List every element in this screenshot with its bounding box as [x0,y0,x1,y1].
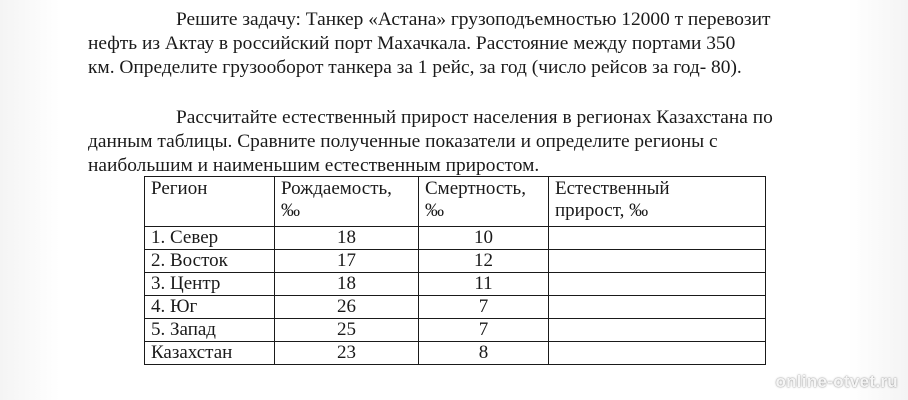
cell-death: 10 [419,227,549,250]
cell-birth: 26 [275,296,419,319]
header-birth-rate: Рождаемость, ‰ [275,177,419,227]
cell-natural [549,342,766,365]
cell-region: 4. Юг [145,296,275,319]
task-1-line: Решите задачу: Танкер «Астана» грузоподъемностью 12000 т перевозит [176,9,771,30]
table-row [145,296,766,319]
cell-region: 1. Север [145,227,275,250]
table-header-row [145,177,766,227]
task-2-line: данным таблицы. Сравните полученные показатели и определите регионы с [88,131,718,152]
task-2-line: наибольшим и наименьшим естественным приростом. [88,155,540,176]
cell-region: Казахстан [145,342,275,365]
cell-death: 12 [419,250,549,273]
cell-birth: 23 [275,342,419,365]
task-1-line: км. Определите грузооборот танкера за 1 рейс, за год (число рейсов за год- 80). [88,57,742,78]
cell-natural [549,296,766,319]
table-row [145,273,766,296]
cell-birth: 25 [275,319,419,342]
cell-birth: 17 [275,250,419,273]
cell-death: 7 [419,319,549,342]
cell-region: 2. Восток [145,250,275,273]
task-2-paragraph [88,106,830,178]
cell-death: 11 [419,273,549,296]
cell-birth: 18 [275,273,419,296]
cell-death: 8 [419,342,549,365]
cell-natural [549,250,766,273]
cell-region: 3. Центр [145,273,275,296]
task-1-line: нефть из Актау в российский порт Махачкала. Расстояние между портами 350 [88,33,736,54]
table-row [145,342,766,365]
header-region: Регион [145,177,275,227]
cell-birth: 18 [275,227,419,250]
table-row [145,319,766,342]
table-row [145,227,766,250]
task-2-line: Рассчитайте естественный прирост населения в регионах Казахстана по [176,107,773,128]
birth-death-table [144,176,766,365]
cell-death: 7 [419,296,549,319]
table-row [145,250,766,273]
cell-natural [549,273,766,296]
header-death-rate: Смертность, ‰ [419,177,549,227]
site-watermark: online-otvet.ru [775,372,898,391]
task-1-paragraph [88,8,830,80]
cell-natural [549,319,766,342]
cell-region: 5. Запад [145,319,275,342]
header-natural-increase: Естественный прирост, ‰ [549,177,766,227]
cell-natural [549,227,766,250]
